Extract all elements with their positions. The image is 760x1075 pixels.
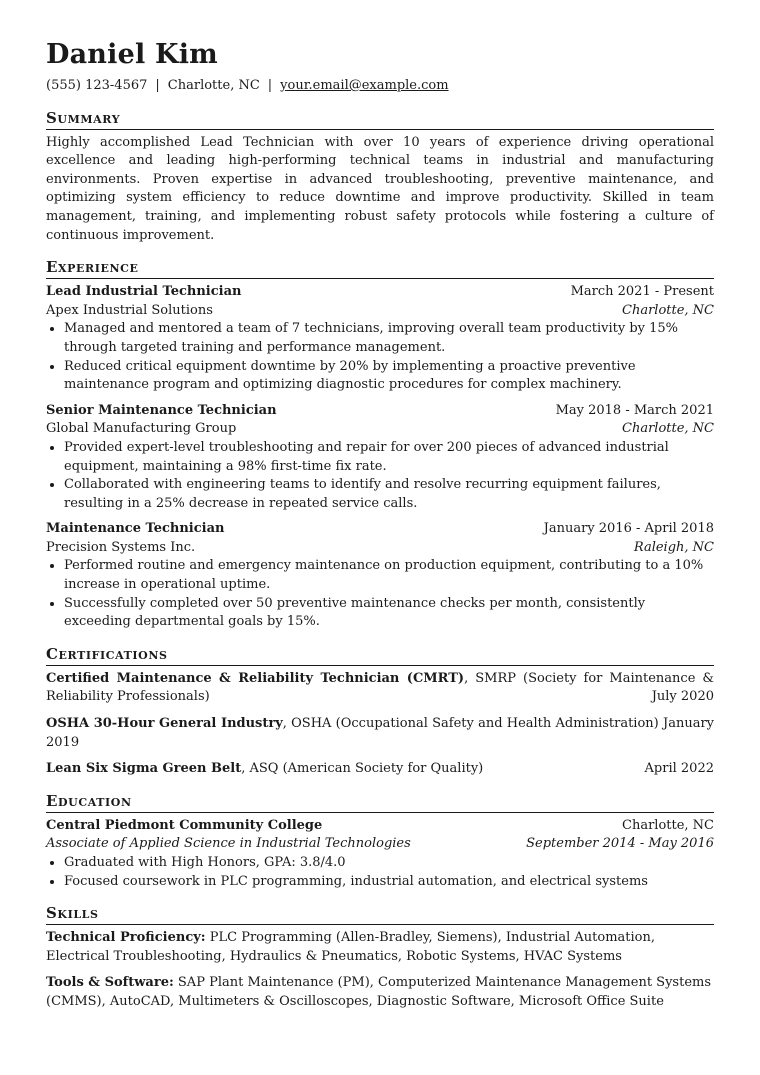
certification-name: Lean Six Sigma Green Belt xyxy=(46,761,242,777)
job-dates: January 2016 - April 2018 xyxy=(543,521,714,537)
job-location: Charlotte, NC xyxy=(622,421,714,437)
education-school: Central Piedmont Community College xyxy=(46,817,323,833)
contact-separator: | xyxy=(267,78,273,93)
contact-phone: (555) 123-4567 xyxy=(46,78,148,93)
section-title-certifications: Certifications xyxy=(46,644,714,666)
education-location: Charlotte, NC xyxy=(622,817,714,833)
job-title: Senior Maintenance Technician xyxy=(46,402,277,418)
job-company: Apex Industrial Solutions xyxy=(46,302,213,318)
job-entry xyxy=(46,283,714,395)
job-bullet: • Reduced critical equipment downtime by 20% by implementing a proactive preventive maintenance program and optimizing diagnostic procedures for complex machinery. xyxy=(64,358,714,395)
section-title-summary: Summary xyxy=(46,108,714,130)
job-bullets xyxy=(46,557,714,631)
contact-email-link[interactable]: your.email@example.com xyxy=(280,78,449,93)
summary-text: Highly accomplished Lead Technician with over 10 years of experience driving operational excellence and leading high-performing technical teams in industrial and manufacturing environments. Proven expertise in advanced troubleshooting, preventive maintenance, and optimizing system efficiency to reduce downtime and improve productivity. Skilled in team management, training, and implementing robust safety protocols while fostering a culture of continuous improvement. xyxy=(46,134,714,243)
job-bullet: • Collaborated with engineering teams to identify and resolve recurring equipment failures, resulting in a 25% decrease in repeated service calls. xyxy=(64,476,714,513)
job-location: Charlotte, NC xyxy=(622,302,714,318)
skill-text: PLC Programming (Allen-Bradley, Siemens), Industrial Automation, Electrical Troubleshooting, Hydraulics & Pneumatics, Robotic Systems, HVAC Systems xyxy=(46,930,655,964)
certification-entry xyxy=(46,760,714,779)
job-entry xyxy=(46,402,714,514)
job-bullet: • Performed routine and emergency maintenance on production equipment, contributing to a 10% increase in operational uptime. xyxy=(64,557,714,594)
certification-entry xyxy=(46,715,714,752)
experience-section xyxy=(46,283,714,632)
section-title-skills: Skills xyxy=(46,903,714,925)
job-company: Global Manufacturing Group xyxy=(46,421,237,437)
certification-issuer: , SMRP (Society for Maintenance & Reliability Professionals) xyxy=(46,670,714,705)
education-section xyxy=(46,817,714,891)
section-title-experience: Experience xyxy=(46,257,714,279)
skills-section xyxy=(46,929,714,1011)
job-location: Raleigh, NC xyxy=(633,539,714,555)
education-bullet: • Graduated with High Honors, GPA: 3.8/4.0 xyxy=(64,854,714,873)
education-bullets xyxy=(46,854,714,891)
job-dates: May 2018 - March 2021 xyxy=(555,402,714,418)
education-degree: Associate of Applied Science in Industrial Technologies xyxy=(46,836,411,852)
job-bullets xyxy=(46,439,714,513)
job-title: Maintenance Technician xyxy=(46,521,225,537)
certification-issuer: , ASQ (American Society for Quality) xyxy=(241,761,484,777)
certification-issuer: , OSHA (Occupational Safety and Health Administration) xyxy=(282,716,659,732)
job-entry xyxy=(46,520,714,632)
education-dates: September 2014 - May 2016 xyxy=(526,836,714,852)
job-dates: March 2021 - Present xyxy=(570,284,714,300)
section-title-education: Education xyxy=(46,791,714,813)
job-bullets xyxy=(46,320,714,394)
job-bullet: • Successfully completed over 50 preventive maintenance checks per month, consistently exceeding departmental goals by 15%. xyxy=(64,595,714,632)
job-title: Lead Industrial Technician xyxy=(46,284,242,300)
certification-entry xyxy=(46,670,714,707)
skill-label: Technical Proficiency: xyxy=(46,930,206,946)
job-bullet: • Managed and mentored a team of 7 technicians, improving overall team productivity by 15% through targeted training and performance management. xyxy=(64,320,714,357)
job-company: Precision Systems Inc. xyxy=(46,539,196,555)
skill-label: Tools & Software: xyxy=(46,975,174,991)
certification-date: July 2020 xyxy=(651,689,714,705)
summary-section xyxy=(46,134,714,246)
candidate-name: Daniel Kim xyxy=(46,39,218,70)
job-bullet: • Provided expert-level troubleshooting and repair for over 200 pieces of advanced industrial equipment, maintaining a 98% first-time fix rate. xyxy=(64,439,714,476)
skill-entry xyxy=(46,974,714,1011)
certification-name: Certified Maintenance & Reliability Technician (CMRT) xyxy=(46,670,465,686)
contact-separator: | xyxy=(155,78,160,93)
contact-line xyxy=(46,77,714,96)
contact-location: Charlotte, NC xyxy=(167,78,260,93)
certification-date: January 2019 xyxy=(46,716,715,750)
certifications-section xyxy=(46,670,714,779)
skill-text: SAP Plant Maintenance (PM), Computerized Maintenance Management Systems (CMMS), AutoCAD, Multimeters & Oscilloscopes, Diagnostic Software, Microsoft Office Suite xyxy=(46,975,712,1009)
certification-date: April 2022 xyxy=(644,761,714,777)
skill-entry xyxy=(46,929,714,966)
education-bullet: • Focused coursework in PLC programming, industrial automation, and electrical systems xyxy=(64,873,714,892)
certification-name: OSHA 30-Hour General Industry xyxy=(46,716,283,732)
